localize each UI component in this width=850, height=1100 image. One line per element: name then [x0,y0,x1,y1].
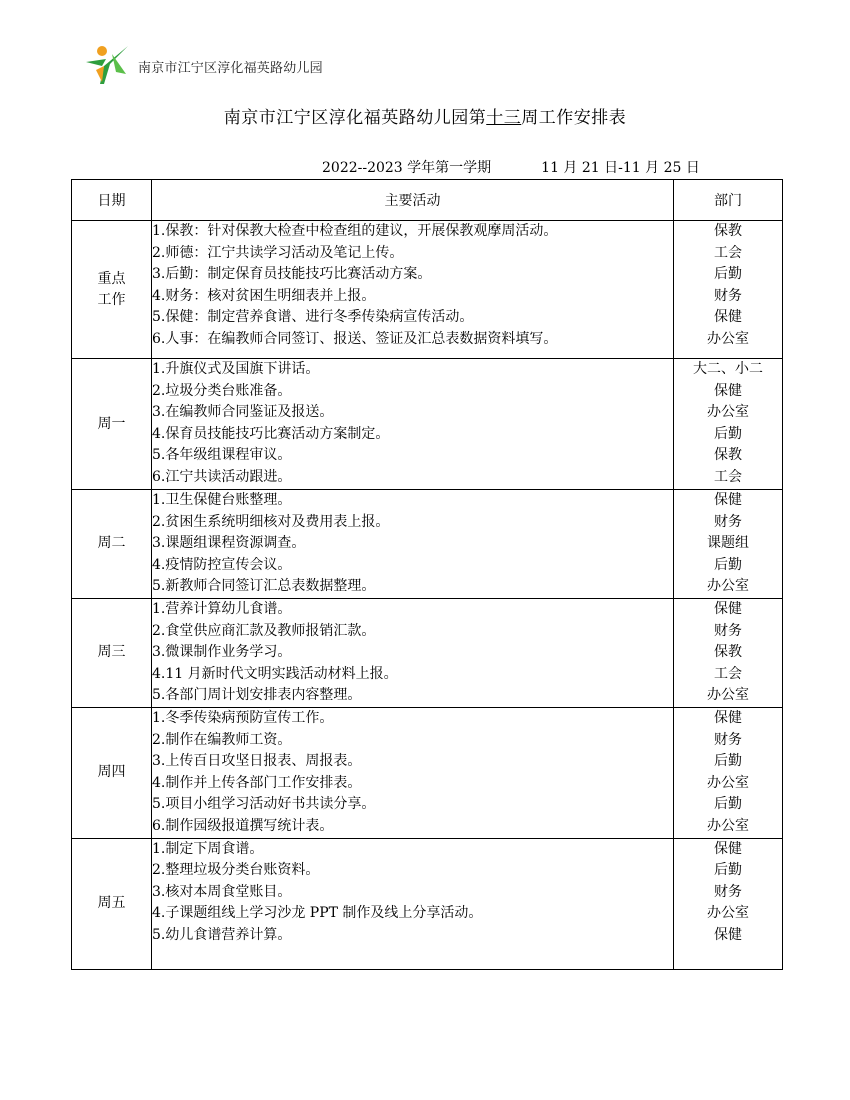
activity-item: 3.后勤：制定保育员技能技巧比赛活动方案。 [152,266,432,283]
activity-item: 5.各年级组课程审议。 [152,447,292,464]
dept-item: 财务 [714,731,742,748]
dept-item: 办公室 [707,687,749,704]
dept-item: 后勤 [714,862,742,879]
activity-item: 1.营养计算幼儿食谱。 [152,600,292,617]
row-depts [674,707,783,838]
activity-item: 1.保教：针对保教大检查中检查组的建议，开展保教观摩周活动。 [152,223,558,239]
dept-item: 办公室 [707,905,749,922]
dept-item: 保教 [714,644,742,661]
activity-item: 4.保育员技能技巧比赛活动方案制定。 [152,425,390,442]
dept-item: 办公室 [707,774,749,791]
dept-item: 工会 [714,468,742,485]
activity-item: 6.江宁共读活动跟进。 [152,468,292,485]
activity-item: 5.新教师合同签订汇总表数据整理。 [152,578,376,595]
row-activities [152,359,674,490]
dept-item: 保健 [714,309,742,326]
row-activities [152,598,674,707]
activity-item: 4.11 月新时代文明实践活动材料上报。 [152,665,398,682]
table-header-row [72,180,783,221]
page-title [0,103,850,128]
activity-item: 2.贫困生系统明细核对及费用表上报。 [152,513,390,530]
dept-item: 办公室 [707,330,749,347]
table-row [72,490,783,599]
activity-item: 6.人事：在编教师合同签订、报送、签证及汇总表数据资料填写。 [152,330,558,347]
org-name: 南京市江宁区淳化福英路幼儿园 [138,60,323,76]
title-week-number: 十三 [486,108,522,128]
page-header [82,44,323,88]
row-depts [674,838,783,969]
row-depts [674,221,783,359]
row-depts [674,359,783,490]
dept-item: 财务 [714,287,742,304]
kindergarten-logo-icon [82,44,130,88]
activity-item: 2.整理垃圾分类台账资料。 [152,862,320,879]
header-date: 日期 [72,180,152,221]
activity-item: 2.师德：江宁共读学习活动及笔记上传。 [152,244,404,261]
activity-item: 4.疫情防控宣传会议。 [152,556,292,573]
dept-item: 大二、小二 [693,361,763,377]
activity-item: 3.上传百日攻坚日报表、周报表。 [152,753,362,770]
activity-item: 4.制作并上传各部门工作安排表。 [152,774,362,791]
dept-item: 后勤 [714,796,742,813]
schedule-table [71,179,783,970]
dept-item: 保健 [714,709,742,726]
activity-item: 4.子课题组线上学习沙龙 PPT 制作及线上分享活动。 [152,905,483,922]
row-activities [152,490,674,599]
dept-item: 财务 [714,622,742,639]
dept-item: 财务 [714,513,742,530]
activity-item: 5.项目小组学习活动好书共读分享。 [152,796,376,813]
activity-item: 1.冬季传染病预防宣传工作。 [152,709,334,726]
dept-item: 办公室 [707,404,749,421]
activity-item: 3.课题组课程资源调查。 [152,535,306,552]
dept-item: 工会 [714,665,742,682]
row-date: 周一 [72,359,152,490]
activity-item: 1.制定下周食谱。 [152,840,264,857]
activity-item: 4.财务：核对贫困生明细表并上报。 [152,287,376,304]
dept-item: 保健 [714,382,742,399]
title-suffix: 周工作安排表 [521,108,627,128]
activity-item: 1.升旗仪式及国旗下讲话。 [152,361,320,377]
activity-item: 3.微课制作业务学习。 [152,644,292,661]
dept-item: 保教 [714,223,742,239]
row-depts [674,490,783,599]
dept-item: 办公室 [707,578,749,595]
table-row [72,598,783,707]
activity-item: 1.卫生保健台账整理。 [152,492,292,508]
table-row [72,359,783,490]
activity-item: 5.各部门周计划安排表内容整理。 [152,687,362,704]
activity-item: 3.在编教师合同鉴证及报送。 [152,404,334,421]
dept-item: 工会 [714,244,742,261]
table-row [72,838,783,969]
dept-item: 后勤 [714,556,742,573]
dept-item: 后勤 [714,753,742,770]
activity-item: 3.核对本周食堂账目。 [152,883,292,900]
dept-item: 保教 [714,447,742,464]
table-row [72,707,783,838]
row-activities [152,707,674,838]
activity-item: 5.幼儿食谱营养计算。 [152,926,292,943]
activity-item: 2.食堂供应商汇款及教师报销汇款。 [152,622,376,639]
activity-item: 2.垃圾分类台账准备。 [152,382,292,399]
row-date: 周二 [72,490,152,599]
row-date: 周五 [72,838,152,969]
dept-item: 保健 [714,600,742,617]
row-depts [674,598,783,707]
activity-item: 6.制作园级报道撰写统计表。 [152,817,334,834]
header-dept: 部门 [674,180,783,221]
row-date: 周三 [72,598,152,707]
dept-item: 后勤 [714,425,742,442]
row-date: 周四 [72,707,152,838]
dept-item: 保健 [714,926,742,943]
semester-label: 2022--2023 学年第一学期 [322,160,492,176]
activity-item: 5.保健：制定营养食谱、进行冬季传染病宣传活动。 [152,309,474,326]
activity-item: 2.制作在编教师工资。 [152,731,292,748]
dept-item: 后勤 [714,266,742,283]
dept-item: 课题组 [707,535,749,552]
schedule-body [72,221,783,970]
dept-item: 财务 [714,883,742,900]
dept-item: 保健 [714,840,742,857]
table-row [72,221,783,359]
row-activities [152,221,674,359]
dept-item: 保健 [714,492,742,508]
date-range-label: 11 月 21 日-11 月 25 日 [541,160,700,176]
header-activities: 主要活动 [152,180,674,221]
row-date: 重点 工作 [72,221,152,359]
row-activities [152,838,674,969]
dept-item: 办公室 [707,817,749,834]
term-info [322,157,700,177]
title-prefix: 南京市江宁区淳化福英路幼儿园第 [223,108,487,128]
